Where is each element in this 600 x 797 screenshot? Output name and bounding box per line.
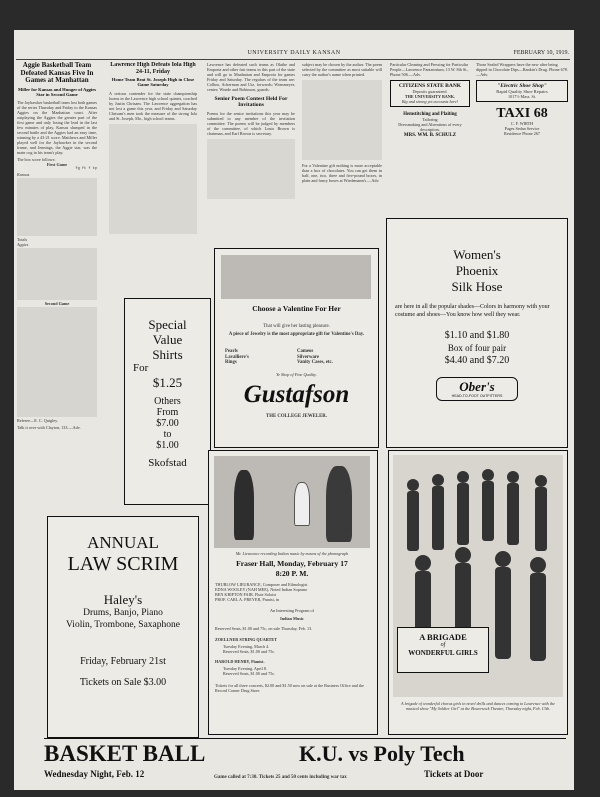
aggie-box-label: The box score follows: xyxy=(17,156,56,162)
shirts-l2: Value xyxy=(152,332,183,347)
brigade-caption: A brigade of wonderful chorus girls in novel drills and dances coming to Lawrence with the musical show "My Soldier Girl" at the Bowersock Theatre, Thursday night, Feb. 13th. xyxy=(401,701,555,711)
column-lawrence-high xyxy=(109,62,197,312)
fraser-quartet: ZOELLNER STRING QUARTET xyxy=(215,637,277,642)
valentine-illustration xyxy=(221,255,371,299)
shirts-l9: $1.00 xyxy=(156,440,179,451)
lawrence-headline: Lawrence High Defeats Iola High 24-11, Friday xyxy=(110,62,196,75)
aggie-stats-header: fg ft f tp xyxy=(75,166,97,171)
scrim-date: Friday, February 21st xyxy=(80,656,166,667)
electric-shoe-shop-ad xyxy=(476,80,568,102)
chorus-girls-illustration xyxy=(393,455,563,697)
column-aggie-basketball xyxy=(17,62,97,512)
bank-line-2: THE UNIVERSITY BANK. xyxy=(404,94,456,99)
newspaper-page xyxy=(14,30,574,790)
valentine-tag: Ye Shop of Fine Quality. xyxy=(276,372,317,377)
scrim-tickets: Tickets on Sale $3.00 xyxy=(79,677,167,688)
col4-chocolates: For a Valentine gift nothing is more acceptable than a box of chocolates. You can get them in half, one, two, three and five-pound boxes, in plain and fancy boxes at Wiedemann's.—Adv. xyxy=(302,163,382,183)
col4-body: subject may be chosen by the author. The poem selected by the committee as most suitable will carry the author's name when printed. xyxy=(302,62,382,77)
valentine-left-list: Pearls Lavalliere's Rings xyxy=(225,349,249,365)
lawrence-subhead: Home Team Beat St. Joseph High in Close Game Saturday xyxy=(111,77,195,88)
col3-body: Lawrence has defeated such teams as Olathe and Emporia and other fast teams in this part of the state and will go to Manhattan and Emporia for games Friday and Saturday. The regulars of the team are: Collins, Ackerman and Utz, forwards; Wonsmeyer, center; Wonde and Robinson, guards. xyxy=(207,62,295,92)
obers-logo xyxy=(436,377,518,401)
taxi-line-1: C. F. WIRTH xyxy=(510,121,534,126)
banner-basketball: BASKET BALL xyxy=(44,741,206,766)
aggie-body: The Jayhawker basketball team lost both games of the series Thursday and Friday to the Kansas Aggies on the Manhattan court. After outplaying the Aggies the greater part of the first game and only losing the lead in the last few minutes of play, Kansas slumped in the second battle and the Aggies had an easy time, winning by a 43-21 score. Matthews and Miller played well for the Jayhawker in the second frame, and Jennings, the Aggie star, was the main cog in his team's play. xyxy=(17,99,97,155)
valentine-sub: That will give her lasting pleasure. xyxy=(263,324,330,329)
shirts-l8: to xyxy=(163,429,172,440)
senior-poem-body: Poems for the senior invitations this year may be submitted to any member of the invitation committee. The poems will be judged by members of the committee, of which Louis Brown is chairman, and Earl Brown is secretary. xyxy=(207,111,295,137)
taxi-line-2: Pages Sedan Service xyxy=(504,126,540,131)
fraser-caption: Mr. Lieurance recording Indian music by means of the phonograph xyxy=(235,551,349,556)
box-score-table-3 xyxy=(17,307,97,417)
aggie-footer: Talk it over with Clayton, 133.—Adv. xyxy=(17,424,81,430)
dress-title: Hemstitching and Plaiting xyxy=(403,112,457,117)
scrim-inst2: Violin, Trombone, Saxaphone xyxy=(66,620,180,630)
pantatorium-ad: Particular Cleaning and Pressing for Particular People—Lawrence Pantatorium, 13 W. 8th St., Phone 506.—Adv. xyxy=(390,62,469,77)
masthead-date: FEBRUARY 10, 1919. xyxy=(513,50,569,56)
fraser-tickets: Tickets for all three concerts, $2.00 and $1.50 now on sale at the Business Office and the Record Corner Drug Store. xyxy=(215,683,364,693)
fraser-seats: Reserved Seats, $1.00 and 75c, on sale Thursday, Feb. 13. xyxy=(215,626,313,631)
gustafson-logo: Gustafson xyxy=(243,381,350,408)
hose-l3: Silk Hose xyxy=(451,279,503,294)
brigade-title-box xyxy=(397,627,489,673)
fraser-henry: HAROLD HENRY, Pianist. xyxy=(215,659,265,664)
col3-body-continued xyxy=(207,139,295,199)
dress-line-1: Tailoring xyxy=(422,117,438,122)
shirts-l3: Shirts xyxy=(152,347,183,362)
masthead-title: UNIVERSITY DAILY KANSAN xyxy=(247,50,341,56)
aggie-referee: Referee—E. C. Quigley. xyxy=(17,417,59,423)
shirts-l6: From xyxy=(156,407,179,418)
col4-body-continued xyxy=(302,80,382,160)
fraser-headline: Fraser Hall, Monday, February 17 xyxy=(236,559,348,568)
rankin-ad: Those Sealed Wrappers have the new after being dipped in Chocolate Dips—Rankin's Drug. Phone 678.—Adv. xyxy=(476,62,568,77)
fraser-hall-concert-ad xyxy=(208,450,378,735)
aggie-second-game: Second Game xyxy=(44,300,70,306)
lawrence-body-continued xyxy=(109,124,197,234)
masthead-rule xyxy=(16,59,570,60)
shirts-l7: $7.00 xyxy=(156,418,179,429)
banner-game-time: Game called at 7:30. Tickets 25 and 50 cents including war tax xyxy=(214,775,347,780)
taxi-line-3: Residence Phone 267 xyxy=(503,131,541,136)
shirts-price: $1.25 xyxy=(152,375,183,390)
banner-date: Wednesday Night, Feb. 12 xyxy=(44,769,145,779)
brigade-girls-ad xyxy=(388,450,568,735)
lieurance-photo xyxy=(214,456,370,548)
hose-body: are here in all the popular shades—Colors in harmony with your costume and shoes—You know how well they wear. xyxy=(395,304,550,318)
shoe-line-1: Rapid Quality Shoe Repairs xyxy=(496,89,548,94)
box-score-table-2 xyxy=(17,248,97,300)
senior-poem-headline: Senior Poem Contest Held For Invitations xyxy=(214,96,288,109)
shoe-shop-name: "Electric Shoe Shop" xyxy=(497,83,547,89)
brigade-title3: WONDERFUL GIRLS xyxy=(408,649,478,657)
fraser-program: An Interesting Program of xyxy=(269,608,315,613)
dress-line-2: Dressmaking and Alterations of every description. xyxy=(398,122,462,132)
fraser-names: THURLOW LIEURANCE, Composer and Ethnologist EDNA WOOLEY (NAH MEE), Noted Indian Soprano BEN KRIPTON FAIR, Flute Soloist PROF. CARL A. PREYER, Pianist, in xyxy=(215,582,308,602)
scrim-band: Haley's xyxy=(103,592,143,607)
taxi-title: TAXI 68 xyxy=(496,106,548,121)
aggie-first-game: First Game xyxy=(46,161,68,167)
hose-l2: Phoenix xyxy=(455,263,499,278)
fraser-program2: Indian Music xyxy=(280,616,304,621)
page-number xyxy=(16,50,76,58)
aggie-headline: Aggie Basketball Team Defeated Kansas Five In Games at Manhattan xyxy=(20,62,94,84)
obers-logo-text: Ober's xyxy=(459,379,495,394)
banner-matchup: K.U. vs Poly Tech xyxy=(299,741,465,766)
shirts-l4: For xyxy=(133,362,149,374)
bank-title: CITIZENS STATE BANK xyxy=(398,83,462,89)
taxi-ad xyxy=(476,106,568,136)
gustafson-valentine-ad xyxy=(214,248,379,448)
scrim-l2: LAW SCRIM xyxy=(67,553,179,575)
banner-tickets: Tickets at Door xyxy=(424,769,484,779)
scrim-inst1: Drums, Banjo, Piano xyxy=(83,608,163,618)
obers-silk-hose-ad xyxy=(386,218,568,448)
fraser-time: 8:20 P. M. xyxy=(275,569,309,578)
fraser-quartet-detail: Tuesday Evening, March 4. Reserved Seats, $1.00 and 75c. xyxy=(223,644,276,654)
skofstad-shirts-ad xyxy=(124,298,211,505)
hose-p1: $1.10 and $1.80 xyxy=(444,330,510,341)
photo-phonograph xyxy=(294,482,310,526)
valentine-title: Choose a Valentine For Her xyxy=(252,304,341,313)
citizens-bank-ad xyxy=(390,80,470,107)
photo-figure-man xyxy=(234,470,254,540)
shirts-store: Skofstad xyxy=(148,457,187,469)
aggie-aggies-label: Aggies xyxy=(17,241,29,247)
brigade-title1: A BRIGADE xyxy=(419,632,467,642)
shirts-l5: Others xyxy=(154,396,181,407)
fraser-henry-detail: Tuesday Evening, April 8. Reserved Seats, $1.00 and 75c. xyxy=(223,666,276,676)
valentine-right-list: Cameos Silverware Vanity Cases, etc. xyxy=(297,349,333,365)
aggie-kansas-label: Kansas xyxy=(17,171,30,177)
law-scrim-ad xyxy=(47,516,199,738)
dress-name: MRS. WM. B. SCHULZ xyxy=(403,133,457,138)
aggie-totals-1: Totals xyxy=(17,236,28,242)
basketball-banner xyxy=(44,738,566,787)
aggie-subhead: Miller for Kansas and Hunger of Aggies Star in Second Game xyxy=(17,86,97,97)
scrim-l1: ANNUAL xyxy=(87,533,159,552)
obers-logo-sub: HEAD-TO-FOOT OUTFITTERS xyxy=(451,394,503,398)
hose-l1: Women's xyxy=(453,247,501,262)
valentine-footer: THE COLLEGE JEWELER. xyxy=(266,414,327,419)
brigade-title2: of xyxy=(440,642,446,648)
column-valentine-notes xyxy=(302,62,382,252)
shoe-line-2: 1017½ Mass. St. xyxy=(507,94,537,99)
hose-p3: $4.40 and $7.20 xyxy=(444,355,510,366)
hose-p2: Box of four pair xyxy=(447,343,507,353)
bank-line-3: Big and strong yet accounts here! xyxy=(401,99,459,104)
box-score-table-1 xyxy=(17,178,97,236)
lawrence-body: A serious contender for the state championship looms in the Lawrence high school quintet, coached by Justin Chrisam. The Lawrence aggregation has not lost a game this year, and Friday and Saturday Chrisam's men took the measure of the strong Iola and St. Joseph, Mo., high school teams. xyxy=(109,90,197,121)
photo-figure-woman xyxy=(326,466,352,542)
bank-line-1: Deposits guaranteed. xyxy=(412,89,448,94)
valentine-line: A piece of Jewelry is the most appropriate gift for Valentine's Day. xyxy=(228,332,365,337)
dressmaking-ad xyxy=(390,110,470,140)
shirts-l1: Special xyxy=(148,317,187,332)
